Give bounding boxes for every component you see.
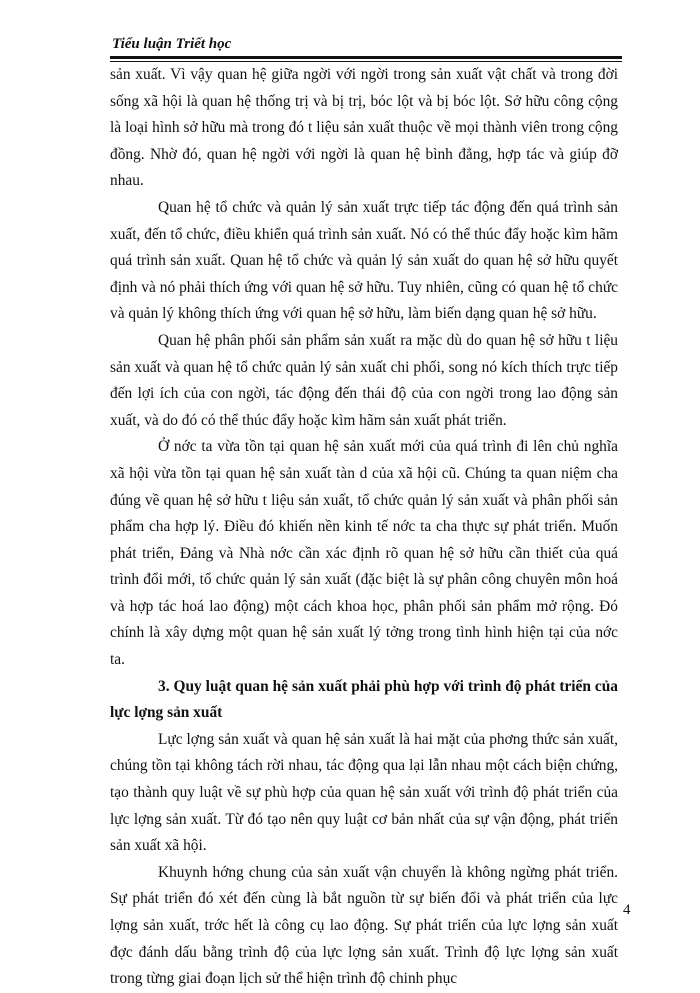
paragraph-vietnam: Ở nớc ta vừa tồn tại quan hệ sản xuất mới của quá trình đi lên chủ nghĩa xã hội vừa tồn tại quan hệ sản xuất tàn d của xã hội cũ. Chúng ta quan niệm cha đúng về quan hệ sở hữu t liệu sản xuất, tổ chức quản lý sản xuất và phân phối sản phẩm cha hợp lý. Điều đó khiến nền kinh tế nớc ta cha thực sự phát triển. Muốn phát triển, Đảng và Nhà nớc cần xác định rõ quan hệ sở hữu cần thiết của quá trình đổi mới, tổ chức quản lý sản xuất (đặc biệt là sự phân công chuyên môn hoá và hợp tác hoá lao động) một cách khoa học, phân phối sản phẩm mở rộng. Đó chính là xây dựng một quan hệ sản xuất lý tởng trong tình hình hiện tại của nớc ta. bbox=[110, 438, 618, 669]
paragraph-organization-management: Quan hệ tổ chức và quản lý sản xuất trực tiếp tác động đến quá trình sản xuất, đến tổ chức, điều khiển quá trình sản xuất. Nó có thể thúc đẩy hoặc kìm hãm quá trình sản xuất. Quan hệ tổ chức và quản lý sản xuất do quan hệ sở hữu quyết định và nó phải thích ứng với quan hệ sở hữu. Tuy nhiên, cũng có quan hệ tổ chức và quản lý không thích ứng với quan hệ sở hữu, làm biến dạng quan hệ sở hữu. bbox=[110, 198, 618, 323]
paragraph-trend: Khuynh hớng chung của sản xuất vận chuyển là không ngừng phát triển. Sự phát triển đó xét đến cùng là bắt nguồn từ sự biến đổi và phát triển của lực lợng sản xuất, trớc hết là công cụ lao động. Sự phát triển của lực lợng sản xuất đợc đánh dấu bằng trình độ của lực lợng sản xuất. Trình độ lực lợng sản xuất trong từng giai đoạn lịch sử thể hiện trình độ chinh phục bbox=[110, 863, 618, 988]
page-number: 4 bbox=[623, 902, 631, 918]
paragraph-distribution: Quan hệ phân phối sản phẩm sản xuất ra mặc dù do quan hệ sở hữu t liệu sản xuất và quan hệ tổ chức quản lý sản xuất chi phối, song nó kích thích trực tiếp đến lợi ích của con ngời, tác động đến thái độ của con ngời trong lao động sản xuất, và do đó có thể thúc đẩy hoặc kìm hãm sản xuất phát triển. bbox=[110, 331, 618, 429]
paragraph-forces-relations: Lực lợng sản xuất và quan hệ sản xuất là hai mặt của phơng thức sản xuất, chúng tồn tại không tách rời nhau, tác động qua lại lẫn nhau một cách biện chứng, tạo thành quy luật về sự phù hợp của quan hệ sản xuất với trình độ phát triển của lực lợng sản xuất. Từ đó tạo nên quy luật cơ bản nhất của sự vận động, phát triển sản xuất xã hội. bbox=[110, 730, 618, 855]
header-rule-thick bbox=[110, 56, 622, 59]
document-body bbox=[110, 62, 618, 993]
header-title: Tiểu luận Triết học bbox=[112, 36, 232, 52]
section-heading: 3. Quy luật quan hệ sản xuất phải phù hợp với trình độ phát triển của lực lợng sản xuất bbox=[110, 677, 618, 722]
page-header bbox=[110, 34, 622, 58]
paragraph-continued: sản xuất. Vì vậy quan hệ giữa ngời với ngời trong sản xuất vật chất và trong đời sống xã hội là quan hệ thống trị và bị trị, bóc lột và bị bóc lột. Sở hữu công cộng là loại hình sở hữu mà trong đó t liệu sản xuất thuộc về mọi thành viên trong cộng đồng. Nhờ đó, quan hệ ngời với ngời là quan hệ bình đẳng, hợp tác và giúp đỡ nhau. bbox=[110, 66, 618, 190]
